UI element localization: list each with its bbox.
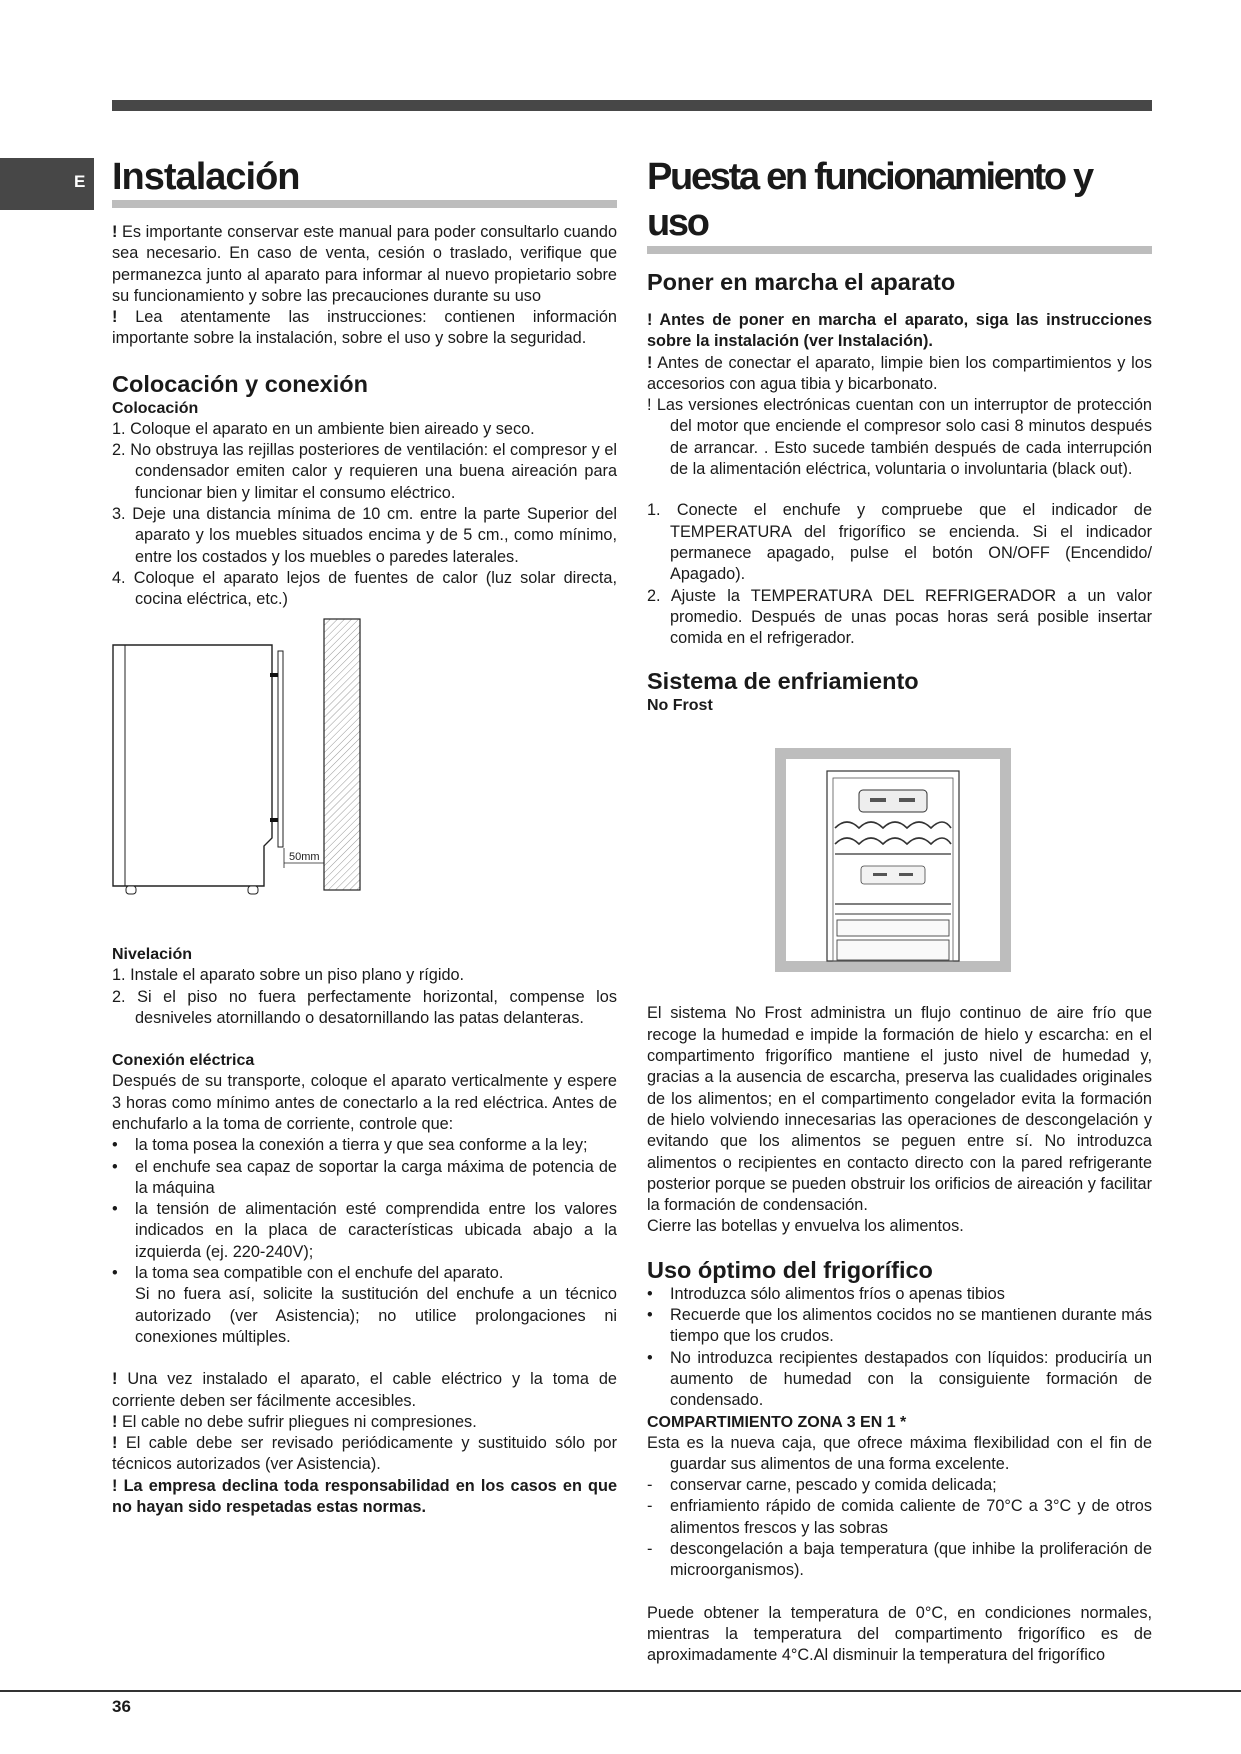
spacer-top (270, 673, 278, 677)
footer-rule (0, 1690, 1241, 1692)
cooling-closing: Cierre las botellas y envuelva los alimentos. (647, 1217, 964, 1236)
list-item: 1. Conecte el enchufe y compruebe que el indicador de TEMPERATURA del frigorífico se encienda. Si el indicador permanece apagado, pulse el botón ON/OFF (Encendido/ Apagado). (647, 501, 1152, 584)
drawer-bottom (837, 940, 949, 960)
installation-title: Instalación (112, 154, 617, 208)
foot-right (248, 886, 258, 894)
page-number: 36 (112, 1697, 131, 1716)
cooling-paragraph: El sistema No Frost administra un flujo continuo de aire frío que recoge la humedad e impide la formación de hielo y escarcha: en el compartimento frigorífico mantiene el justo nivel de humedad y, gracias a la ausencia de escarcha, preserva las cualidades originales de los alimentos; en el compartimento congelador evita la formación de hielo volviendo innecesarias las operaciones de descongelación y evitando que los alimentos se peguen entre sí. No introduzca alimentos o recipientes en contacto directo con la pared refrigerante posterior porque se pueden obstruir los orificios de aireación y facilitar la formación de condensación. (647, 1004, 1152, 1215)
electric-checklist (112, 1135, 617, 1284)
placement-list (112, 419, 617, 611)
zone-list (647, 1475, 1152, 1581)
electric-bullet-note: Si no fuera así, solicite la sustitución del enchufe a un técnico autorizado (ver Asistencia); no utilice prolongaciones ni conexiones múltiples. (135, 1285, 617, 1346)
list-item: • la tensión de alimentación esté comprendida entre los valores indicados en la placa de características ubicada abajo a la izquierda (ej. 220-240V); (112, 1199, 617, 1263)
cooling-subheading: No Frost (647, 697, 713, 715)
operation-column (647, 154, 1152, 1666)
intro-note-1: ! Es importante conservar este manual para poder consultarlo cuando sea necesario. En caso de venta, cesión o traslado, verifique que permanezca junto al aparato para informar al nuevo propietario sobre su funcionamiento y sobre las precauciones durante su uso (112, 223, 617, 305)
spacer-bottom (270, 818, 278, 822)
list-item: • la toma posea la conexión a tierra y que sea conforme a la ley; (112, 1135, 617, 1156)
start-bold-note: ! Antes de poner en marcha el aparato, siga las instrucciones sobre la instalación (ver Instalación). (647, 311, 1152, 351)
list-item: • No introduzca recipientes destapados con líquidos: produciría un aumento de humedad con la consiguiente formación de condensado. (647, 1348, 1152, 1412)
list-item: - conservar carne, pescado y comida delicada; (647, 1475, 1152, 1496)
list-item: • la toma sea compatible con el enchufe del aparato. (112, 1263, 617, 1284)
electric-intro: Después de su transporte, coloque el aparato verticalmente y espere 3 horas como mínimo antes de conectarlo a la red eléctrica. Antes de enchufarlo a la toma de corriente, controle que: (112, 1072, 617, 1133)
list-item: 2. No obstruya las rejillas posteriores de ventilación: el compresor y el condensador emiten calor y requieren una buena aireación para funcionar bien y limitar el consumo eléctrico. (112, 441, 617, 502)
foot-left (126, 886, 136, 894)
start-note-2: ! Las versiones electrónicas cuentan con un interruptor de protección del motor que enciende el compresor solo casi 8 minutos después de arrancar. . Esto sucede también después de cada interrupción de la alimentación eléctrica, voluntaria o involuntaria (black out). (647, 396, 1152, 479)
drawer-top (837, 920, 949, 936)
intro-note-2: ! Lea atentamente las instrucciones: contienen información importante sobre la instalación, sobre el uso y sobre la seguridad. (112, 308, 617, 348)
zone-intro: Esta es la nueva caja, que ofrece máxima flexibilidad con el fin de guardar sus alimentos de una forma excelente. (647, 1433, 1152, 1473)
dimension-label: 50mm (289, 851, 320, 864)
start-steps (647, 500, 1152, 649)
start-note-1: ! Antes de conectar el aparato, limpie bien los compartimientos y los accesorios con agua tibia y bicarbonato. (647, 353, 1152, 393)
electric-heading: Conexión eléctrica (112, 1052, 255, 1070)
header-rule (112, 100, 1152, 111)
list-item: • Introduzca sólo alimentos fríos o apenas tibios (647, 1284, 1152, 1305)
language-tab (0, 158, 94, 210)
appliance-body (113, 645, 272, 886)
optimal-heading: Uso óptimo del frigorífico (647, 1256, 933, 1283)
start-heading: Poner en marcha el aparato (647, 269, 956, 295)
list-item: • Recuerde que los alimentos cocidos no se mantienen durante más tiempo que los crudos. (647, 1305, 1152, 1348)
wall (324, 619, 360, 890)
list-item: - enfriamiento rápido de comida caliente de 70°C a 3°C y de otros alimentos frescos y las sobras (647, 1496, 1152, 1539)
cable-warning-1: ! Una vez instalado el aparato, el cable eléctrico y la toma de corriente deben ser fácilmente accesibles. (112, 1370, 617, 1410)
zone-heading: COMPARTIMIENTO ZONA 3 EN 1 * (647, 1413, 907, 1431)
cable-warnings (112, 1369, 617, 1518)
list-item: 3. Deje una distancia mínima de 10 cm. entre la parte Superior del aparato y los muebles situados encima y de 5 cm., como mínimo, entre los costados y los muebles o paredes laterales. (112, 504, 617, 566)
cable-warning-3: ! El cable debe ser revisado periódicamente y sustituido sólo por técnicos autorizados (ver Asistencia). (112, 1434, 617, 1474)
fan-unit (859, 790, 927, 812)
temperature-text: Puede obtener la temperatura de 0°C, en condiciones normales, mientras la temperatura del compartimento frigorífico es de aproximadamente 4°C.Al disminuir la temperatura del frigorífico (647, 1603, 1152, 1665)
vent-unit (861, 866, 925, 884)
list-item: 2. Si el piso no fuera perfectamente horizontal, compense los desniveles atornillando o desatornillando las patas delanteras. (112, 987, 617, 1028)
cable-warning-2: ! El cable no debe sufrir pliegues ni compresiones. (112, 1412, 477, 1431)
placement-subheading: Colocación (112, 399, 199, 417)
operation-title: Puesta en funcionamiento y uso (647, 154, 1152, 254)
fridge-interior-image (647, 716, 1152, 991)
list-item: 1. Instale el aparato sobre un piso plano y rígido. (112, 966, 465, 985)
list-item: 2. Ajuste la TEMPERATURA DEL REFRIGERADOR a un valor promedio. Después de unas pocas horas será posible insertar comida en el refrigerador. (647, 586, 1152, 648)
list-item: 1. Coloque el aparato en un ambiente bien aireado y seco. (112, 419, 535, 438)
optimal-list (647, 1284, 1152, 1412)
list-item: 4. Coloque el aparato lejos de fuentes de calor (luz solar directa, cocina eléctrica, etc.) (112, 568, 617, 609)
back-panel (278, 651, 283, 847)
leveling-heading: Nivelación (112, 946, 193, 964)
clearance-diagram (112, 618, 362, 924)
intro-notes (112, 222, 617, 350)
placement-heading: Colocación y conexión (112, 370, 368, 397)
list-item: • el enchufe sea capaz de soportar la carga máxima de potencia de la máquina (112, 1157, 617, 1200)
leveling-list (112, 965, 617, 1029)
installation-column (112, 154, 617, 1518)
list-item: - descongelación a baja temperatura (que inhibe la proliferación de microorganismos). (647, 1539, 1152, 1582)
liability-warning: ! La empresa declina toda responsabilidad en los casos en que no hayan sido respetadas estas normas. (112, 1476, 617, 1516)
cooling-heading: Sistema de enfriamiento (647, 668, 919, 695)
language-code: E (74, 172, 86, 191)
